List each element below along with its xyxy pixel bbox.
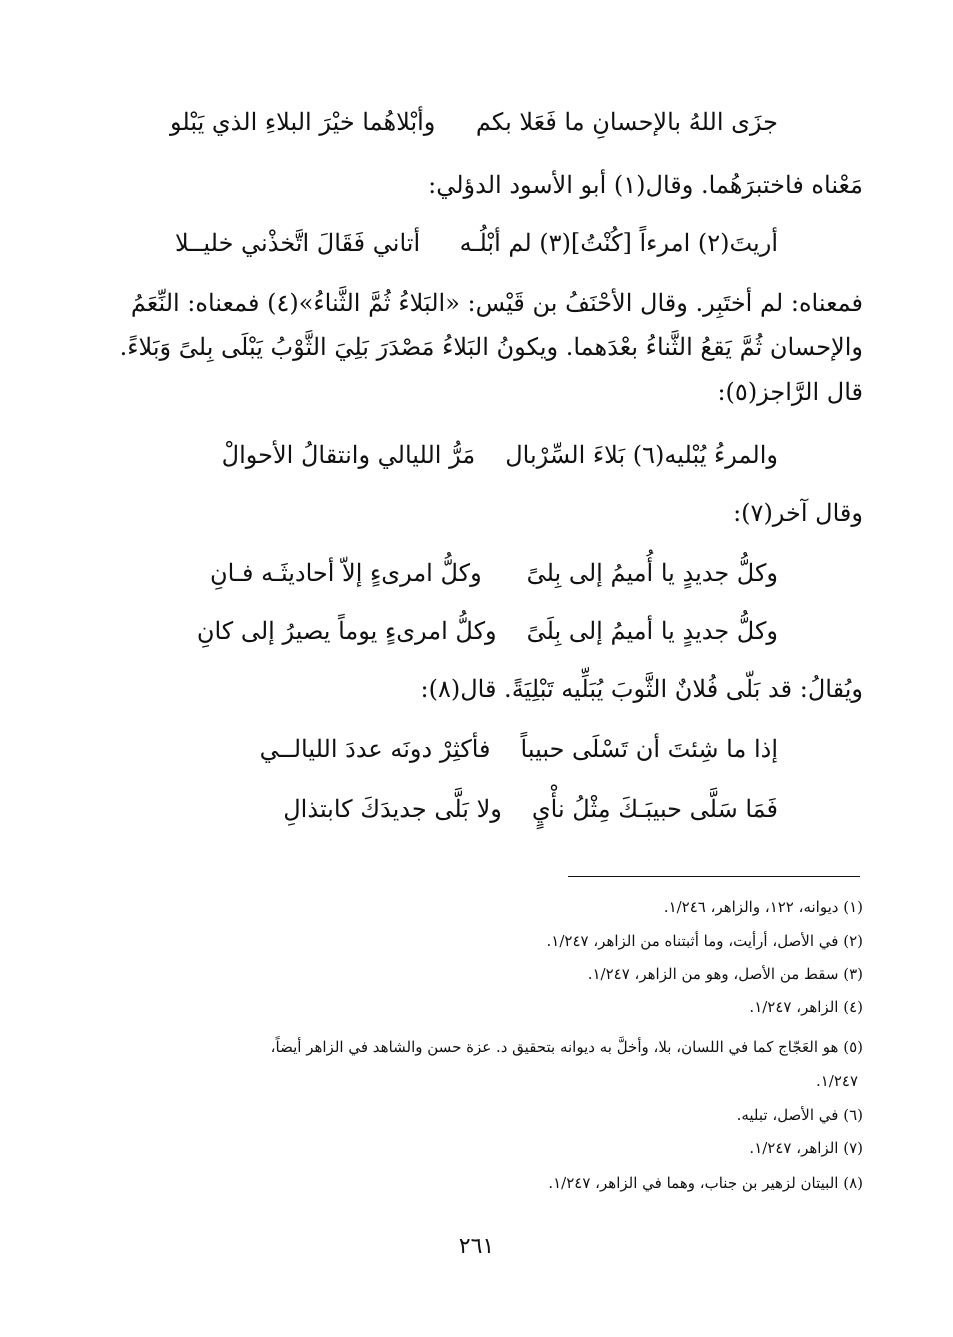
page-number: ٢٦١ [458, 1234, 495, 1259]
footnote-divider [568, 876, 860, 877]
text-line: فمعناه: لم أختَبِر. وقال الأحْنَفُ بن قَيْس: «البَلاءُ ثُمَّ الثَّناءُ»(٤) فمعناه: النِّعَمُ [130, 289, 863, 317]
footnote: (٧) الزاهر، ١/٢٤٧. [749, 1139, 863, 1157]
verse-hemistich-right: جزَى اللهُ بالإحسانِ ما فَعَلا بكم [475, 108, 778, 136]
verse-hemistich-right: وكلُّ جديدٍ يا أميمُ إلى بِلَىً [526, 617, 778, 645]
verse-hemistich-right: والمرءُ يُبْليه(٦) بَلاءَ السِّرْبال [505, 441, 778, 469]
verse-hemistich-left: وكلُّ امرىءٍ إلاّ أحاديثَـه فـانِ [210, 559, 482, 587]
verse-hemistich-left: أتاني فَقَالَ اتَّخذْني خليــلا [175, 229, 421, 257]
verse-line [210, 556, 778, 590]
footnote: (٢) في الأصل، أرأيت، وما أثبتناه من الزاهر، ١/٢٤٧. [546, 932, 863, 950]
text-line: والإحسان ثُمَّ يَقعُ الثَّناءُ بعْدَهما. ويكونُ البَلاءُ مَصْدَرَ بَلِيَ الثَّوْبُ يَبْلَى بِلىً وَبَلاءً. [119, 333, 863, 361]
verse-hemistich-right: إذا ما شِئتَ أن تَسْلَى حبيباً [520, 735, 778, 763]
text-line: مَعْناه فاختبرَهُما. وقال(١) أبو الأسود الدؤلي: [428, 171, 863, 199]
verse-hemistich-left: وأبْلاهُما خيْرَ البلاءِ الذي يَبْلو [170, 108, 436, 136]
verse-line [221, 438, 778, 472]
text-line: وقال آخر(٧): [733, 499, 863, 527]
verse-hemistich-right: أريتَ(٢) امرءاً [كُنْتُ](٣) لم أبْلُـه [459, 229, 778, 257]
verse-hemistich-left: ولا بَلَّى جديدَكَ كابتذالِ [283, 795, 502, 823]
verse-hemistich-right: فَمَا سَلَّى حبيبَـكَ مِثْلُ نأْيٍ [531, 795, 778, 823]
verse-line [170, 105, 778, 139]
verse-hemistich-left: مَرُّ الليالي وانتقالُ الأحوالْ [221, 441, 476, 469]
footnote: (٨) البيتان لزهير بن جناب، وهما في الزاهر، ١/٢٤٧. [548, 1174, 863, 1192]
verse-line [259, 732, 778, 766]
verse-hemistich-left: وكلُّ امرىءٍ يوماً يصيرُ إلى كانِ [196, 617, 497, 645]
verse-line [285, 792, 778, 826]
verse-hemistich-right: وكلُّ جديدٍ يا أُميمُ إلى بِلىً [526, 559, 778, 587]
footnote: (٣) سقط من الأصل، وهو من الزاهر، ١/٢٤٧. [587, 965, 863, 983]
verse-line [196, 614, 778, 648]
footnote: (٥) هو العَجّاج كما في اللسان، بلا، وأخلَّ به ديوانه بتحقيق د. عزة حسن والشاهد في الزاهر أيضاً، [270, 1038, 863, 1056]
text-line: قال الرَّاجز(٥): [717, 378, 863, 406]
verse-line [175, 226, 778, 260]
footnote: (١) ديوانه، ١٢٢، والزاهر، ١/٢٤٦. [663, 898, 863, 916]
footnote-continuation: ١/٢٤٧. [815, 1072, 858, 1090]
verse-hemistich-left: فأكثِرْ دونَه عددَ الليالــي [259, 735, 491, 763]
footnote: (٤) الزاهر، ١/٢٤٧. [749, 998, 863, 1016]
footnote: (٦) في الأصل، تبليه. [736, 1106, 863, 1124]
text-line: ويُقالُ: قد بَلّى فُلانٌ الثَّوبَ يُبَلِّيه تَبْلِيَةً. قال(٨): [420, 675, 863, 703]
